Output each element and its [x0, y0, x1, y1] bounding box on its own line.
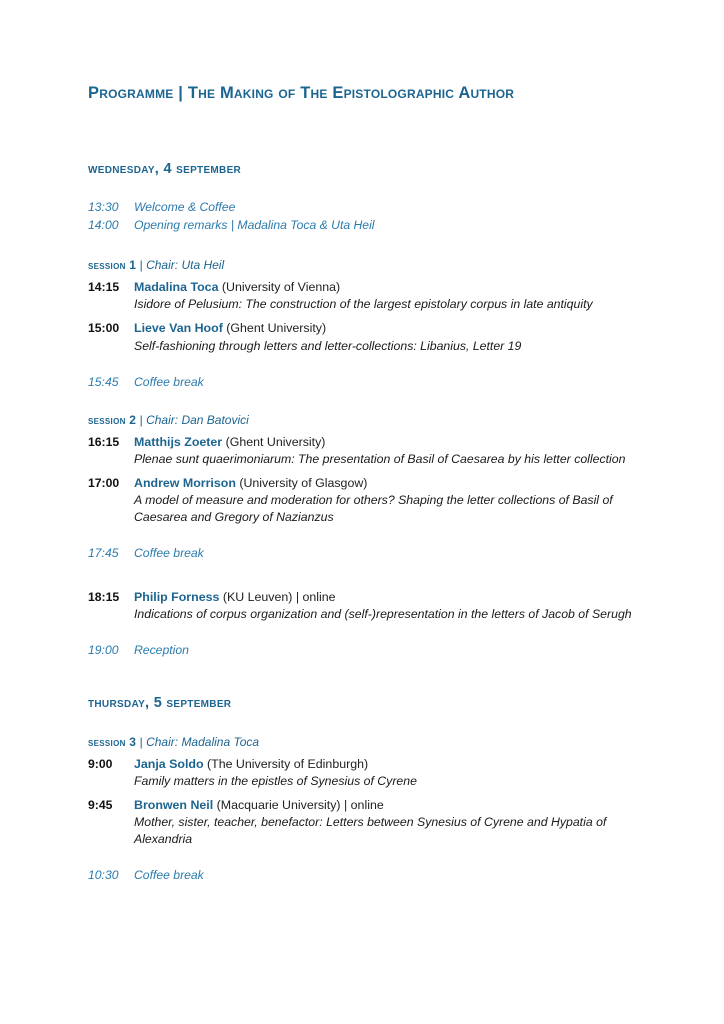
- talk-item: [88, 320, 636, 354]
- speaker-affiliation: (Ghent University): [226, 321, 327, 336]
- session-header: [88, 258, 636, 272]
- break-time: 19:00: [88, 642, 119, 657]
- note-label: Opening remarks: [134, 217, 228, 232]
- break-label: Reception: [134, 642, 189, 657]
- session-separator: |: [139, 258, 143, 273]
- talk-title: Family matters in the epistles of Synesius of Cyrene: [134, 773, 417, 788]
- talk-time: 9:45: [88, 797, 113, 812]
- session-header: [88, 413, 636, 427]
- note-line: [88, 217, 636, 235]
- speaker-affiliation: (Ghent University): [225, 434, 326, 449]
- break-line: [88, 375, 636, 389]
- speaker-name: Madalina Toca: [134, 280, 219, 295]
- day-notes: [88, 199, 636, 234]
- session-separator: |: [139, 734, 143, 749]
- note-time: 13:30: [88, 200, 119, 214]
- talk-body: [134, 797, 636, 848]
- session-label: session 3: [88, 734, 137, 749]
- talk-body: [134, 279, 636, 313]
- session-chair: Chair: Dan Batovici: [146, 412, 249, 427]
- session-chair: Chair: Madalina Toca: [146, 734, 260, 749]
- note-text: [134, 199, 636, 217]
- talk-online-tag: | online: [340, 797, 384, 812]
- talk-body: [134, 589, 636, 623]
- spacer: [88, 560, 636, 582]
- speaker-affiliation: (KU Leuven): [222, 589, 293, 604]
- note-text: [134, 217, 636, 235]
- break-line: [88, 868, 636, 882]
- day-block-thursday: [88, 695, 636, 882]
- talk-title: A model of measure and moderation for others? Shaping the letter collections of Basil of Caesarea and Gregory of Nazianzus: [134, 492, 613, 524]
- talk-speaker-line: [134, 434, 636, 451]
- session-chair: Chair: Uta Heil: [146, 258, 225, 273]
- talk-speaker-line: [134, 279, 636, 296]
- talk-time: 16:15: [88, 434, 120, 449]
- talk-body: [134, 475, 636, 526]
- talk-body: [134, 434, 636, 468]
- talk-time: 15:00: [88, 321, 120, 336]
- talk-time: 9:00: [88, 756, 113, 771]
- speaker-name: Philip Forness: [134, 589, 220, 604]
- talk-title: Isidore of Pelusium: The construction of the largest epistolary corpus in late antiquity: [134, 297, 593, 312]
- talk-title: Self-fashioning through letters and letter-collections: Libanius, Letter 19: [134, 338, 522, 353]
- talk-item: [88, 279, 636, 313]
- break-line: [88, 643, 636, 657]
- talk-item: [88, 756, 636, 790]
- talk-item: [88, 797, 636, 848]
- note-line: [88, 199, 636, 217]
- speaker-name: Bronwen Neil: [134, 797, 214, 812]
- break-label: Coffee break: [134, 545, 204, 560]
- speaker-affiliation: (University of Vienna): [221, 280, 341, 295]
- note-label: Welcome & Coffee: [134, 200, 236, 214]
- talk-title: Mother, sister, teacher, benefactor: Letters between Synesius of Cyrene and Hypatia of Alexandria: [134, 814, 607, 846]
- speaker-name: Matthijs Zoeter: [134, 434, 223, 449]
- speaker-name: Andrew Morrison: [134, 475, 236, 490]
- day-heading: thursday, 5 september: [88, 694, 232, 711]
- talk-online-tag: | online: [292, 589, 336, 604]
- talk-body: [134, 756, 636, 790]
- session-separator: |: [139, 412, 143, 427]
- break-time: 17:45: [88, 545, 119, 560]
- talk-time: 18:15: [88, 589, 120, 604]
- speaker-name: Lieve Van Hoof: [134, 321, 223, 336]
- session-label: session 1: [88, 258, 137, 273]
- break-time: 15:45: [88, 374, 119, 389]
- talk-time: 14:15: [88, 280, 120, 295]
- break-label: Coffee break: [134, 867, 204, 882]
- speaker-affiliation: (University of Glasgow): [239, 475, 368, 490]
- talk-speaker-line: [134, 589, 636, 606]
- talk-item: [88, 589, 636, 623]
- note-extra: | Madalina Toca & Uta Heil: [227, 217, 375, 232]
- note-time: 14:00: [88, 217, 119, 232]
- speaker-affiliation: (The University of Edinburgh): [207, 756, 369, 771]
- day-block-wednesday: [88, 161, 636, 657]
- talk-speaker-line: [134, 756, 636, 773]
- day-heading: wednesday, 4 september: [88, 161, 242, 177]
- talk-item: [88, 475, 636, 526]
- talk-body: [134, 320, 636, 354]
- session-header: [88, 735, 636, 749]
- talk-time: 17:00: [88, 475, 120, 490]
- talk-title: Plenae sunt quaerimoniarum: The presentation of Basil of Caesarea by his letter collection: [134, 451, 626, 466]
- session-label: session 2: [88, 412, 137, 427]
- page-title: Programme | The Making of The Epistolographic Author: [88, 84, 515, 102]
- talk-speaker-line: [134, 475, 636, 492]
- break-label: Coffee break: [134, 374, 204, 389]
- talk-item: [88, 434, 636, 468]
- talk-speaker-line: [134, 797, 636, 814]
- talk-speaker-line: [134, 320, 636, 337]
- speaker-affiliation: (Macquarie University): [216, 797, 341, 812]
- break-time: 10:30: [88, 867, 119, 882]
- break-line: [88, 546, 636, 560]
- speaker-name: Janja Soldo: [134, 756, 204, 771]
- talk-title: Indications of corpus organization and (self-)representation in the letters of Jacob of Serugh: [134, 606, 632, 621]
